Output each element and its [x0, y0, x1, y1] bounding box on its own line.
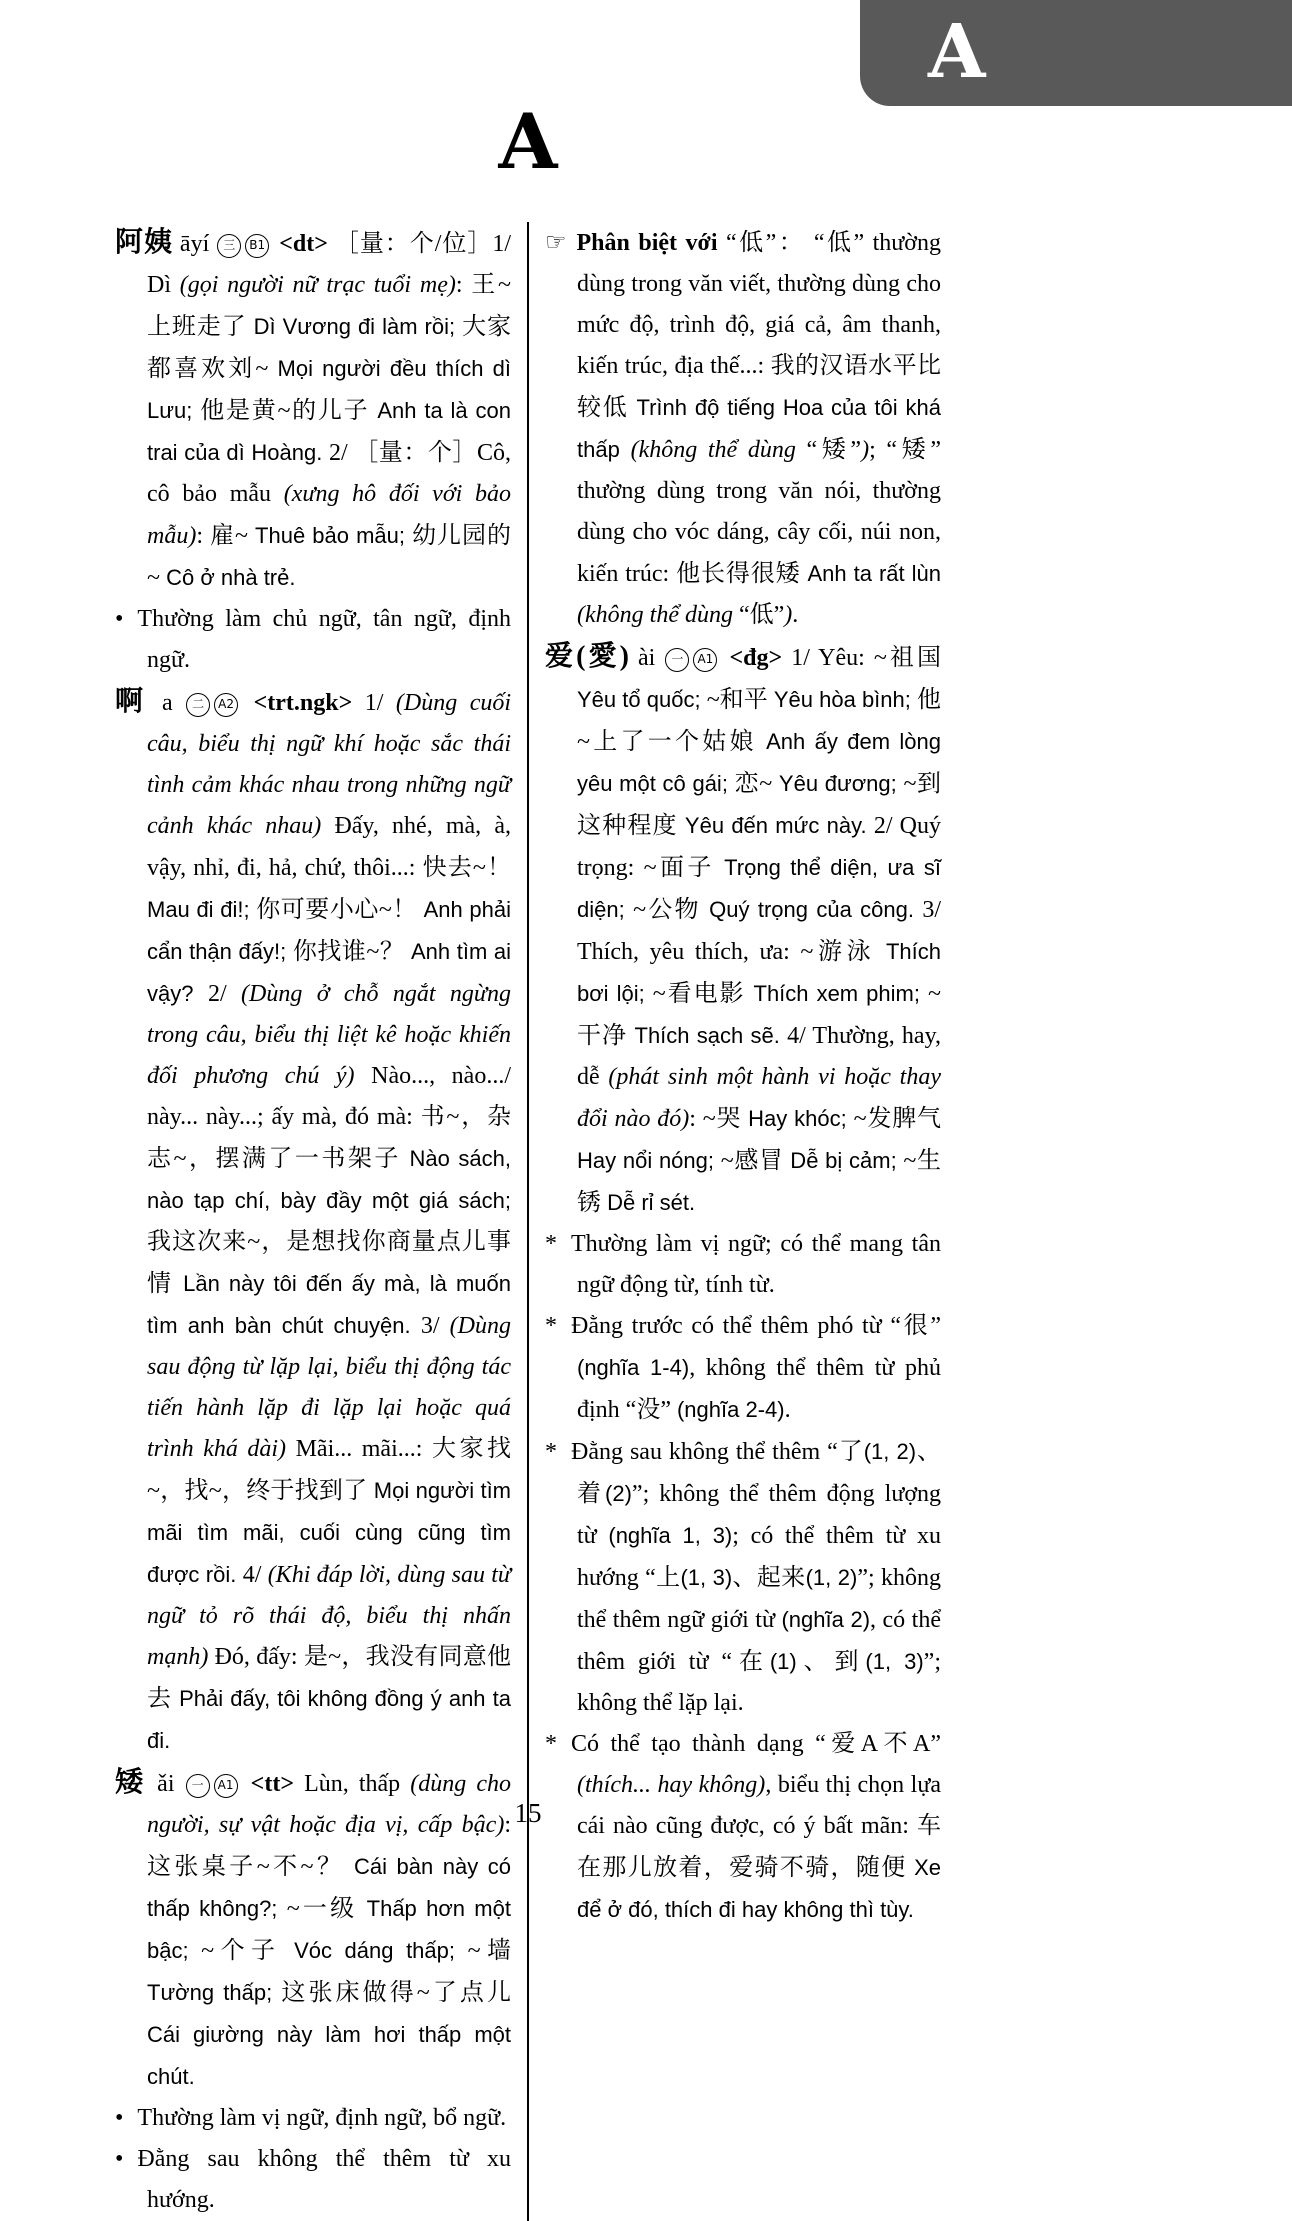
example-translation: Thích bơi lội;: [577, 939, 942, 1006]
vietnamese-text: 2/: [328, 440, 355, 466]
usage-bullet-ai-2: [115, 2139, 511, 2221]
page-number: 15: [514, 1798, 542, 1828]
example-translation: Nào sách, nào tạp chí, bày đầy một giá sách;: [147, 1146, 511, 1213]
chinese-text: 我的汉语水平比较低: [577, 353, 941, 421]
chinese-text: ~干净: [577, 981, 941, 1049]
example-translation: Cái bàn này có thấp không?;: [147, 1854, 511, 1921]
chinese-text: ”: [923, 1649, 935, 1675]
example-translation: Dì Vương đi làm rồi;: [246, 314, 463, 339]
vietnamese-text: 1/ Yêu:: [791, 645, 874, 671]
vietnamese-text: , có thể thêm giới từ: [577, 1607, 941, 1675]
chinese-text: “低”：: [726, 230, 806, 256]
vietnamese-text: , biểu thị chọn lựa cái nào cũng được, có ý bất mãn:: [577, 1772, 942, 1839]
grammar-note-italic: (không thể dùng: [577, 602, 739, 628]
vietnamese-text: 1/ Dì: [147, 231, 511, 298]
pinyin: ǎi: [147, 1771, 185, 1797]
chinese-text: 这张床做得~了点儿: [281, 1980, 512, 2006]
example-translation: (1): [769, 1649, 797, 1674]
example-translation: (1, 2): [805, 1565, 858, 1590]
star-marker: *: [545, 1231, 557, 1257]
vietnamese-text: 3/ Thích, yêu thích, ưa:: [577, 897, 942, 965]
vietnamese-text: 2/ Quý trọng:: [577, 813, 942, 881]
vietnamese-text: Cô, cô bảo mẫu: [147, 440, 511, 507]
headword: 矮: [115, 1767, 148, 1798]
pinyin: a: [149, 690, 186, 716]
grammar-note-italic: ): [861, 437, 870, 463]
chinese-text: 他长得很矮: [676, 561, 801, 587]
star-marker: *: [545, 1439, 557, 1465]
grammar-note-italic: (Khi đáp lời, dùng sau từ ngữ tỏ rõ thái độ, biểu thị nhấn mạnh): [147, 1562, 511, 1670]
chinese-text: 我这次来~，是想找你商量点儿事情: [147, 1229, 511, 1297]
example-translation: Mọi người đều thích dì Lưu;: [147, 356, 511, 423]
bold-label: Phân biệt với: [576, 230, 726, 256]
chinese-text: ［量：个/位］: [334, 231, 493, 257]
chinese-text: ~到这种程度: [577, 771, 942, 839]
chinese-text: 王~上班走了: [147, 272, 512, 340]
vietnamese-text: 4/: [242, 1562, 268, 1588]
example-translation: Mọi người tìm mãi tìm mãi, cuối cùng cũng tìm được rồi.: [147, 1478, 512, 1587]
column-divider: [527, 222, 529, 2221]
chinese-text: 这张桌子~不~？: [147, 1854, 345, 1880]
grammar-note-italic: (dùng cho người, sự vật hoặc địa vị, cấp bậc): [147, 1771, 511, 1838]
entry-a: [115, 681, 511, 1762]
vietnamese-text: Lùn, thấp: [304, 1771, 411, 1797]
example-translation: Dễ rỉ sét.: [601, 1190, 696, 1215]
chinese-text: “很”: [890, 1313, 941, 1339]
grammar-star-ai-love-3: [545, 1431, 941, 1724]
example-translation: (nghĩa 1-4): [577, 1355, 690, 1380]
vietnamese-text: ; không thể thêm ngữ giới từ: [577, 1565, 941, 1633]
chinese-text: 雇~: [209, 523, 248, 549]
bullet-marker: •: [115, 2105, 124, 2131]
example-translation: Vóc dáng thấp;: [281, 1938, 468, 1963]
vietnamese-text: Đằng sau không thể thêm từ xu hướng.: [137, 2146, 511, 2213]
chinese-text: 快去~！: [422, 855, 511, 881]
chinese-text: 大家找~，找~，终于找到了: [147, 1436, 511, 1504]
chinese-text: 、着: [577, 1439, 942, 1507]
chinese-text: ~墙: [467, 1938, 512, 1964]
vietnamese-text: 2/: [207, 981, 241, 1007]
example-translation: Quý trọng của công.: [700, 897, 923, 922]
pos-tag: <tt>: [240, 1771, 305, 1797]
vietnamese-text: Thường làm vị ngữ, định ngữ, bổ ngữ.: [137, 2105, 507, 2131]
pinyin: āyí: [172, 231, 217, 257]
vietnamese-text: ; có thể thêm từ xu hướng: [577, 1523, 941, 1591]
example-translation: Phải đấy, tôi không đồng ý anh ta đi.: [147, 1686, 511, 1753]
headword: 爱(愛): [545, 641, 629, 672]
section-letter-heading: A: [498, 97, 558, 186]
vietnamese-text: :: [455, 272, 472, 298]
cefr-level-badge: A1: [693, 648, 717, 672]
headword: 阿姨: [115, 227, 173, 258]
chinese-text: ［量：个］: [354, 440, 477, 466]
vietnamese-text: 3/: [420, 1313, 450, 1339]
chinese-text: ~发脾气: [853, 1106, 942, 1132]
example-translation: (2): [605, 1481, 632, 1506]
grammar-note-italic: (Dùng ở chỗ ngắt ngừng trong câu, biểu thị liệt kê hoặc khiến đối phương chú ý): [147, 981, 512, 1089]
chinese-text: 书~，杂志~，摆满了一书架子: [147, 1104, 511, 1172]
example-translation: Anh phải cẩn thận đấy!;: [147, 897, 512, 964]
example-translation: (nghĩa 2): [781, 1607, 871, 1632]
vietnamese-text: ; không thể lặp lại.: [577, 1649, 941, 1716]
grammar-star-ai-love-1: [545, 1224, 941, 1306]
grammar-note-italic: (phát sinh một hành vi hoặc thay đổi nào đó): [577, 1064, 941, 1132]
usage-bullet-ayi: [115, 599, 511, 681]
chinese-text: “在: [721, 1649, 770, 1675]
cefr-level-badge: B1: [245, 234, 269, 258]
chinese-text: ”: [857, 1565, 868, 1591]
example-translation: Thấp hơn một bậc;: [147, 1896, 511, 1963]
grammar-note-italic: (không thể dùng: [630, 437, 807, 463]
vietnamese-text: Thường làm chủ ngữ, tân ngữ, định ngữ.: [137, 606, 511, 673]
example-translation: Trọng thể diện, ưa sĩ diện;: [577, 855, 941, 922]
chinese-text: 、起来: [732, 1565, 806, 1591]
example-translation: Anh ta là con trai của dì Hoàng.: [147, 398, 511, 465]
entry-ai-love: [545, 636, 941, 1224]
vietnamese-text: Có thể tạo thành dạng: [571, 1731, 816, 1757]
example-translation: Tường thấp;: [147, 1980, 282, 2005]
grammar-note-italic: (gọi người nữ trạc tuổi mẹ): [179, 272, 456, 298]
note-marker: ☞: [545, 228, 567, 256]
letter-index-tab: [860, 0, 1292, 106]
example-translation: Yêu hòa bình;: [767, 687, 917, 712]
example-translation: Yêu đương;: [772, 771, 904, 796]
hsk-level-badge: 一: [665, 648, 689, 672]
example-translation: (1, 3): [865, 1649, 924, 1674]
pos-tag: <dt>: [272, 231, 335, 257]
star-marker: *: [545, 1731, 557, 1757]
vietnamese-text: Thường làm vị ngữ; có thể mang tân ngữ động từ, tính từ.: [571, 1231, 941, 1298]
chinese-text: 他~上了一个姑娘: [577, 687, 941, 755]
example-translation: Cô ở nhà trẻ.: [159, 565, 296, 590]
chinese-text: ~看电影: [652, 981, 746, 1007]
chinese-text: “低”: [738, 602, 785, 628]
letter-index-tab-label: A: [928, 9, 986, 95]
chinese-text: ~哭: [702, 1106, 742, 1132]
vietnamese-text: Đằng sau không thể thêm: [571, 1439, 828, 1465]
right-column: [545, 222, 941, 2221]
bullet-marker: •: [115, 2146, 124, 2172]
example-translation: Mau đi đi!;: [147, 897, 257, 922]
grammar-star-ai-love-2: [545, 1306, 941, 1431]
example-translation: Anh ấy đem lòng yêu một cô gái;: [577, 729, 941, 796]
pos-tag: <đg>: [720, 645, 792, 671]
chinese-text: ~面子: [643, 855, 715, 881]
left-column: [115, 222, 511, 2221]
chinese-text: “低”: [813, 230, 865, 256]
grammar-note-italic: ): [784, 602, 793, 628]
chinese-text: “矮”: [886, 437, 941, 463]
vietnamese-text: , không thể thêm từ phủ định: [577, 1355, 941, 1423]
vietnamese-text: [805, 230, 814, 256]
vietnamese-text: Mãi... mãi...:: [286, 1436, 432, 1462]
chinese-text: 恋~: [734, 771, 773, 797]
cefr-level-badge: A2: [214, 693, 238, 717]
chinese-text: ~生锈: [577, 1148, 942, 1216]
example-translation: Anh tìm ai vậy?: [147, 939, 512, 1006]
vietnamese-text: Đằng trước có thể thêm phó từ: [571, 1313, 891, 1339]
grammar-note-italic: (xưng hô đối với bảo mẫu): [147, 481, 512, 549]
star-marker: *: [545, 1313, 557, 1339]
vietnamese-text: thường dùng trong văn viết, thường dùng cho mức độ, trình độ, giá cả, âm thanh, kiến trúc, địa thế...:: [577, 230, 941, 379]
example-translation: Yêu tổ quốc;: [577, 687, 707, 712]
vietnamese-text: :: [196, 523, 210, 549]
dictionary-content: [115, 222, 941, 2221]
example-translation: Hay khóc;: [741, 1106, 854, 1131]
vietnamese-text: thường dùng trong văn nói, thường dùng cho vóc dáng, cây cối, núi non, kiến trúc:: [577, 478, 941, 587]
hsk-level-badge: 三: [217, 234, 241, 258]
bullet-marker: •: [115, 606, 124, 632]
example-translation: Thuê bảo mẫu;: [247, 523, 413, 548]
example-translation: (1, 3): [680, 1565, 733, 1590]
vietnamese-text: Nào..., nào.../ này... này...; ấy mà, đó mà:: [147, 1063, 511, 1130]
chinese-text: “爱A不A”: [815, 1731, 942, 1757]
chinese-text: “没”: [625, 1397, 671, 1423]
cefr-level-badge: A1: [214, 1774, 238, 1798]
chinese-text: ~游泳: [800, 939, 876, 965]
chinese-text: ~公物: [633, 897, 701, 923]
chinese-text: 他是黄~的儿子: [200, 398, 370, 424]
vietnamese-text: 1/: [364, 690, 396, 716]
vietnamese-text: ;: [869, 437, 887, 463]
example-translation: Cái giường này làm hơi thấp một chút.: [147, 2022, 511, 2089]
example-translation: Hay nổi nóng;: [577, 1148, 721, 1173]
vietnamese-text: Đấy, nhé, mà, à, vậy, nhỉ, đi, hả, chứ, thôi...:: [147, 813, 511, 881]
distinction-note-di-vs-ai: [545, 222, 941, 636]
hsk-level-badge: 一: [186, 1774, 210, 1798]
vietnamese-text: 4/ Thường, hay, dễ: [577, 1023, 942, 1090]
chinese-text: 是~，我没有同意他去: [147, 1644, 512, 1712]
example-translation: (nghĩa 1, 3): [608, 1523, 733, 1548]
chinese-text: ~感冒: [720, 1148, 784, 1174]
chinese-text: ~一级: [286, 1896, 358, 1922]
grammar-note-italic: (Dùng cuối câu, biểu thị ngữ khí hoặc sắc thái tình cảm khác nhau trong những ngữ cảnh khác nhau): [147, 690, 512, 839]
example-translation: Lần này tôi đến ấy mà, là muốn tìm anh bàn chút chuyện.: [147, 1271, 511, 1338]
chinese-text: “矮”: [806, 437, 862, 463]
vietnamese-text: Đó, đấy:: [208, 1644, 304, 1670]
vietnamese-text: .: [792, 602, 799, 628]
chinese-text: ~祖国: [873, 645, 942, 671]
example-translation: Thích sạch sẽ.: [627, 1023, 788, 1048]
chinese-text: 大家都喜欢刘~: [147, 314, 512, 382]
chinese-text: 幼儿园的~: [147, 523, 512, 591]
example-translation: Thích xem phim;: [745, 981, 929, 1006]
entry-ayi: [115, 222, 511, 599]
grammar-note-italic: (Dùng sau động từ lặp lại, biểu thị động tác tiến hành lặp đi lặp lại hoặc quá trình khá dài): [147, 1313, 511, 1462]
pos-tag: <trt.ngk>: [241, 690, 365, 716]
vietnamese-text: :: [504, 1812, 511, 1838]
example-translation: Trình độ tiếng Hoa của tôi khá thấp: [577, 395, 942, 462]
example-translation: (nghĩa 2-4): [676, 1397, 785, 1422]
example-translation: Dễ bị cảm;: [783, 1148, 904, 1173]
chinese-text: 、到: [796, 1649, 866, 1675]
usage-bullet-ai-1: [115, 2098, 511, 2139]
pinyin: ài: [628, 645, 665, 671]
chinese-text: “了: [827, 1439, 864, 1465]
chinese-text: ~和平: [706, 687, 768, 713]
grammar-note-italic: (thích... hay không): [577, 1772, 766, 1798]
vietnamese-text: :: [689, 1106, 703, 1132]
chinese-text: 车在那儿放着，爱骑不骑，随便: [577, 1813, 941, 1881]
example-translation: (1, 2): [863, 1439, 917, 1464]
chinese-text: 你可要小心~！: [256, 897, 417, 923]
example-translation: Yêu đến mức này.: [677, 813, 874, 838]
chinese-text: ”: [631, 1481, 643, 1507]
chinese-text: ~个子: [201, 1938, 282, 1964]
chinese-text: 你找谁~？: [292, 939, 405, 965]
headword: 啊: [115, 686, 150, 717]
example-translation: Anh ta rất lùn: [800, 561, 942, 586]
vietnamese-text: ; không thể thêm động lượng từ: [577, 1481, 942, 1549]
chinese-text: “上: [645, 1565, 681, 1591]
hsk-level-badge: 二: [186, 693, 210, 717]
example-translation: Xe để ở đó, thích đi hay không thì tùy.: [577, 1855, 942, 1922]
vietnamese-text: .: [784, 1397, 791, 1423]
